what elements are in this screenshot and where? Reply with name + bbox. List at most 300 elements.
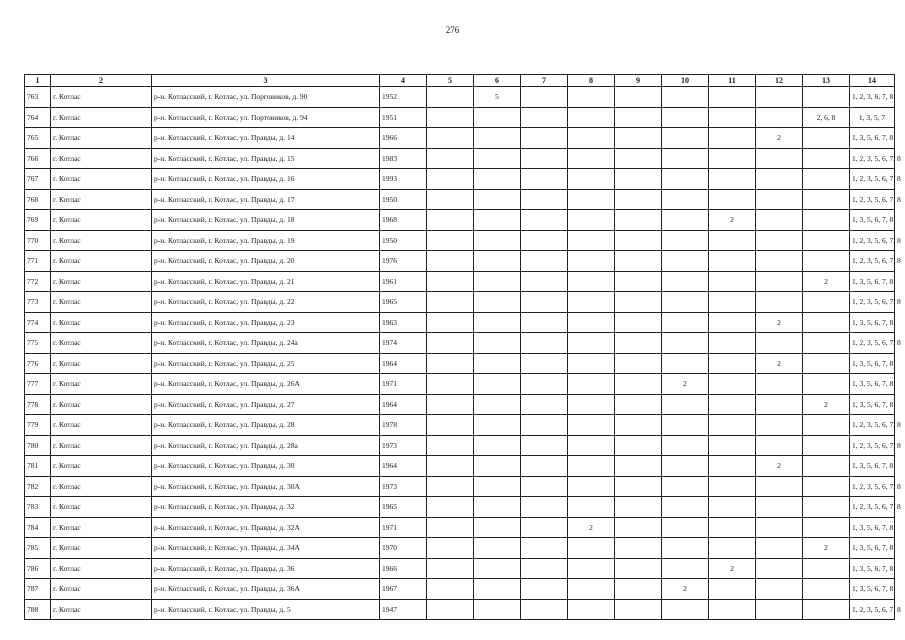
value-cell-col-11 bbox=[709, 374, 756, 395]
housing-registry-table bbox=[24, 74, 901, 620]
codes-cell: 1, 3, 5, 6, 7, 8 bbox=[850, 210, 895, 231]
table-row bbox=[25, 599, 895, 620]
value-cell-col-12 bbox=[756, 148, 803, 169]
settlement-cell: г. Котлас bbox=[51, 435, 152, 456]
value-cell-col-6 bbox=[474, 415, 521, 436]
column-header: 2 bbox=[51, 75, 152, 87]
value-cell-col-5 bbox=[427, 353, 474, 374]
codes-cell: 1, 2, 3, 5, 6, 7, 8 bbox=[850, 230, 895, 251]
value-cell-col-7 bbox=[521, 476, 568, 497]
value-cell-col-6 bbox=[474, 271, 521, 292]
settlement-cell: г. Котлас bbox=[51, 230, 152, 251]
value-cell-col-11: 2 bbox=[709, 558, 756, 579]
value-cell-col-10 bbox=[662, 312, 709, 333]
value-cell-col-13 bbox=[803, 435, 850, 456]
codes-cell: 1, 2, 3, 6, 7, 8 bbox=[850, 87, 895, 108]
table-row bbox=[25, 517, 895, 538]
codes-cell: 1, 2, 3, 5, 6, 7, 8 bbox=[850, 292, 895, 313]
codes-cell: 1, 3, 5, 6, 7, 8 bbox=[850, 271, 895, 292]
value-cell-col-5 bbox=[427, 271, 474, 292]
codes-cell: 1, 3, 5, 6, 7, 8 bbox=[850, 538, 895, 559]
year-cell: 1974 bbox=[380, 333, 427, 354]
value-cell-col-9 bbox=[615, 456, 662, 477]
value-cell-col-5 bbox=[427, 312, 474, 333]
table-row bbox=[25, 312, 895, 333]
address-cell: р-н. Котласский, г. Котлас, ул. Правды, д. 16 bbox=[152, 169, 380, 190]
value-cell-col-12 bbox=[756, 538, 803, 559]
address-cell: р-н. Котласский, г. Котлас, ул. Правды, д. 27 bbox=[152, 394, 380, 415]
value-cell-col-5 bbox=[427, 517, 474, 538]
value-cell-col-6 bbox=[474, 148, 521, 169]
codes-cell: 1, 3, 5, 7 bbox=[850, 107, 895, 128]
row-number-cell: 784 bbox=[25, 517, 51, 538]
value-cell-col-11 bbox=[709, 87, 756, 108]
settlement-cell: г. Котлас bbox=[51, 558, 152, 579]
table-row bbox=[25, 292, 895, 313]
address-cell: р-н. Котласский, г. Котлас, ул. Правды, д. 17 bbox=[152, 189, 380, 210]
codes-cell: 1, 3, 5, 6, 7, 8 bbox=[850, 558, 895, 579]
value-cell-col-6 bbox=[474, 374, 521, 395]
value-cell-col-6 bbox=[474, 107, 521, 128]
address-cell: р-н. Котласский, г. Котлас, ул. Правды, д. 25 bbox=[152, 353, 380, 374]
value-cell-col-7 bbox=[521, 333, 568, 354]
value-cell-col-10 bbox=[662, 148, 709, 169]
table-row bbox=[25, 230, 895, 251]
value-cell-col-13 bbox=[803, 230, 850, 251]
value-cell-col-13: 2 bbox=[803, 538, 850, 559]
address-cell: р-н. Котласский, г. Котлас, ул. Правды, д. 15 bbox=[152, 148, 380, 169]
settlement-cell: г. Котлас bbox=[51, 415, 152, 436]
codes-cell: 1, 2, 3, 5, 6, 7, 8 bbox=[850, 251, 895, 272]
value-cell-col-8 bbox=[568, 394, 615, 415]
value-cell-col-12 bbox=[756, 87, 803, 108]
year-cell: 1967 bbox=[380, 579, 427, 600]
value-cell-col-12 bbox=[756, 517, 803, 538]
value-cell-col-5 bbox=[427, 579, 474, 600]
value-cell-col-10 bbox=[662, 517, 709, 538]
value-cell-col-11 bbox=[709, 251, 756, 272]
year-cell: 1976 bbox=[380, 251, 427, 272]
value-cell-col-12 bbox=[756, 107, 803, 128]
value-cell-col-13 bbox=[803, 148, 850, 169]
value-cell-col-10 bbox=[662, 497, 709, 518]
value-cell-col-6 bbox=[474, 230, 521, 251]
value-cell-col-6 bbox=[474, 394, 521, 415]
table-row bbox=[25, 374, 895, 395]
row-number-cell: 767 bbox=[25, 169, 51, 190]
value-cell-col-7 bbox=[521, 517, 568, 538]
value-cell-col-7 bbox=[521, 558, 568, 579]
settlement-cell: г. Котлас bbox=[51, 497, 152, 518]
year-cell: 1971 bbox=[380, 374, 427, 395]
value-cell-col-12 bbox=[756, 415, 803, 436]
address-cell: р-н. Котласский, г. Котлас, ул. Правды, д. 30 bbox=[152, 456, 380, 477]
value-cell-col-13 bbox=[803, 497, 850, 518]
row-number-cell: 765 bbox=[25, 128, 51, 149]
row-number-cell: 778 bbox=[25, 394, 51, 415]
value-cell-col-5 bbox=[427, 497, 474, 518]
value-cell-col-9 bbox=[615, 128, 662, 149]
value-cell-col-12 bbox=[756, 435, 803, 456]
value-cell-col-7 bbox=[521, 128, 568, 149]
column-header: 8 bbox=[568, 75, 615, 87]
value-cell-col-10 bbox=[662, 476, 709, 497]
value-cell-col-5 bbox=[427, 599, 474, 620]
row-number-cell: 766 bbox=[25, 148, 51, 169]
value-cell-col-11 bbox=[709, 415, 756, 436]
settlement-cell: г. Котлас bbox=[51, 394, 152, 415]
value-cell-col-12 bbox=[756, 333, 803, 354]
row-number-cell: 785 bbox=[25, 538, 51, 559]
year-cell: 1950 bbox=[380, 189, 427, 210]
value-cell-col-13: 2, 6, 8 bbox=[803, 107, 850, 128]
value-cell-col-9 bbox=[615, 271, 662, 292]
value-cell-col-10 bbox=[662, 169, 709, 190]
table-row bbox=[25, 210, 895, 231]
codes-cell: 1, 2, 3, 5, 6, 7, 8 bbox=[850, 599, 895, 620]
value-cell-col-11 bbox=[709, 230, 756, 251]
value-cell-col-6 bbox=[474, 517, 521, 538]
table-row bbox=[25, 148, 895, 169]
row-number-cell: 776 bbox=[25, 353, 51, 374]
codes-cell: 1, 3, 5, 6, 7, 8 bbox=[850, 353, 895, 374]
value-cell-col-9 bbox=[615, 107, 662, 128]
address-cell: р-н. Котласский, г. Котлас, ул. Правды, д. 30А bbox=[152, 476, 380, 497]
value-cell-col-10 bbox=[662, 210, 709, 231]
value-cell-col-11 bbox=[709, 579, 756, 600]
year-cell: 1966 bbox=[380, 128, 427, 149]
year-cell: 1965 bbox=[380, 292, 427, 313]
value-cell-col-5 bbox=[427, 292, 474, 313]
address-cell: р-н. Котласский, г. Котлас, ул. Порговиков, д. 90 bbox=[152, 87, 380, 108]
row-number-cell: 772 bbox=[25, 271, 51, 292]
value-cell-col-10 bbox=[662, 333, 709, 354]
table-row bbox=[25, 558, 895, 579]
year-cell: 1973 bbox=[380, 476, 427, 497]
value-cell-col-8 bbox=[568, 476, 615, 497]
table-row bbox=[25, 87, 895, 108]
settlement-cell: г. Котлас bbox=[51, 251, 152, 272]
value-cell-col-7 bbox=[521, 312, 568, 333]
column-header: 6 bbox=[474, 75, 521, 87]
value-cell-col-8 bbox=[568, 312, 615, 333]
settlement-cell: г. Котлас bbox=[51, 107, 152, 128]
year-cell: 1947 bbox=[380, 599, 427, 620]
settlement-cell: г. Котлас bbox=[51, 271, 152, 292]
table-header bbox=[25, 75, 895, 87]
value-cell-col-7 bbox=[521, 210, 568, 231]
value-cell-col-12: 2 bbox=[756, 128, 803, 149]
value-cell-col-7 bbox=[521, 230, 568, 251]
row-number-cell: 774 bbox=[25, 312, 51, 333]
value-cell-col-13 bbox=[803, 415, 850, 436]
address-cell: р-н. Котласский, г. Котлас, ул. Правды, д. 5 bbox=[152, 599, 380, 620]
address-cell: р-н. Котласский, г. Котлас, ул. Портовиков, д. 94 bbox=[152, 107, 380, 128]
table-row bbox=[25, 128, 895, 149]
settlement-cell: г. Котлас bbox=[51, 292, 152, 313]
header-row bbox=[25, 75, 895, 87]
value-cell-col-12 bbox=[756, 230, 803, 251]
value-cell-col-6 bbox=[474, 353, 521, 374]
column-header: 11 bbox=[709, 75, 756, 87]
row-number-cell: 764 bbox=[25, 107, 51, 128]
value-cell-col-8 bbox=[568, 456, 615, 477]
table-row bbox=[25, 476, 895, 497]
address-cell: р-н. Котласский, г. Котлас, ул. Правды, д. 36 bbox=[152, 558, 380, 579]
value-cell-col-10 bbox=[662, 107, 709, 128]
value-cell-col-12: 2 bbox=[756, 456, 803, 477]
row-number-cell: 777 bbox=[25, 374, 51, 395]
value-cell-col-11 bbox=[709, 476, 756, 497]
settlement-cell: г. Котлас bbox=[51, 210, 152, 231]
value-cell-col-7 bbox=[521, 251, 568, 272]
column-header: 3 bbox=[152, 75, 380, 87]
value-cell-col-5 bbox=[427, 251, 474, 272]
value-cell-col-8: 2 bbox=[568, 517, 615, 538]
table-body bbox=[25, 87, 901, 620]
value-cell-col-10 bbox=[662, 189, 709, 210]
value-cell-col-10 bbox=[662, 353, 709, 374]
table-row bbox=[25, 333, 895, 354]
value-cell-col-6 bbox=[474, 251, 521, 272]
value-cell-col-13 bbox=[803, 374, 850, 395]
table-row bbox=[25, 169, 895, 190]
settlement-cell: г. Котлас bbox=[51, 128, 152, 149]
year-cell: 1973 bbox=[380, 435, 427, 456]
value-cell-col-8 bbox=[568, 128, 615, 149]
value-cell-col-5 bbox=[427, 189, 474, 210]
value-cell-col-13 bbox=[803, 312, 850, 333]
address-cell: р-н. Котласский, г. Котлас, ул. Правды, д. 14 bbox=[152, 128, 380, 149]
value-cell-col-12 bbox=[756, 579, 803, 600]
value-cell-col-12 bbox=[756, 169, 803, 190]
address-cell: р-н. Котласский, г. Котлас, ул. Правды, д. 19 bbox=[152, 230, 380, 251]
value-cell-col-9 bbox=[615, 169, 662, 190]
year-cell: 1983 bbox=[380, 148, 427, 169]
value-cell-col-12 bbox=[756, 558, 803, 579]
value-cell-col-7 bbox=[521, 87, 568, 108]
value-cell-col-7 bbox=[521, 538, 568, 559]
value-cell-col-11 bbox=[709, 456, 756, 477]
value-cell-col-9 bbox=[615, 210, 662, 231]
value-cell-col-12: 2 bbox=[756, 353, 803, 374]
address-cell: р-н. Котласский, г. Котлас, ул. Правды, д. 36А bbox=[152, 579, 380, 600]
value-cell-col-7 bbox=[521, 148, 568, 169]
settlement-cell: г. Котлас bbox=[51, 599, 152, 620]
value-cell-col-11 bbox=[709, 497, 756, 518]
value-cell-col-8 bbox=[568, 230, 615, 251]
value-cell-col-8 bbox=[568, 189, 615, 210]
settlement-cell: г. Котлас bbox=[51, 517, 152, 538]
value-cell-col-9 bbox=[615, 579, 662, 600]
column-header: 1 bbox=[25, 75, 51, 87]
value-cell-col-11 bbox=[709, 189, 756, 210]
value-cell-col-7 bbox=[521, 599, 568, 620]
address-cell: р-н. Котласский, г. Котлас, ул. Правды, д. 26А bbox=[152, 374, 380, 395]
value-cell-col-11 bbox=[709, 599, 756, 620]
settlement-cell: г. Котлас bbox=[51, 579, 152, 600]
value-cell-col-6 bbox=[474, 456, 521, 477]
codes-cell: 1, 2, 3, 5, 6, 7, 8 bbox=[850, 148, 895, 169]
column-header: 14 bbox=[850, 75, 895, 87]
year-cell: 1966 bbox=[380, 558, 427, 579]
year-cell: 1970 bbox=[380, 538, 427, 559]
value-cell-col-12 bbox=[756, 210, 803, 231]
value-cell-col-10 bbox=[662, 435, 709, 456]
value-cell-col-6 bbox=[474, 189, 521, 210]
value-cell-col-10 bbox=[662, 415, 709, 436]
year-cell: 1964 bbox=[380, 456, 427, 477]
value-cell-col-9 bbox=[615, 435, 662, 456]
address-cell: р-н. Котласский, г. Котлас, ул. Правды, д. 34А bbox=[152, 538, 380, 559]
column-header: 7 bbox=[521, 75, 568, 87]
value-cell-col-6 bbox=[474, 579, 521, 600]
row-number-cell: 775 bbox=[25, 333, 51, 354]
value-cell-col-9 bbox=[615, 374, 662, 395]
value-cell-col-13 bbox=[803, 189, 850, 210]
address-cell: р-н. Котласский, г. Котлас, ул. Правды, д. 32 bbox=[152, 497, 380, 518]
value-cell-col-11 bbox=[709, 394, 756, 415]
value-cell-col-11 bbox=[709, 107, 756, 128]
value-cell-col-5 bbox=[427, 394, 474, 415]
address-cell: р-н. Котласский, г. Котлас, ул. Правды, д. 22 bbox=[152, 292, 380, 313]
value-cell-col-8 bbox=[568, 374, 615, 395]
value-cell-col-6: 5 bbox=[474, 87, 521, 108]
value-cell-col-8 bbox=[568, 579, 615, 600]
value-cell-col-6 bbox=[474, 210, 521, 231]
value-cell-col-10 bbox=[662, 456, 709, 477]
year-cell: 1964 bbox=[380, 353, 427, 374]
row-number-cell: 763 bbox=[25, 87, 51, 108]
row-number-cell: 787 bbox=[25, 579, 51, 600]
year-cell: 1950 bbox=[380, 230, 427, 251]
settlement-cell: г. Котлас bbox=[51, 353, 152, 374]
table-row bbox=[25, 579, 895, 600]
codes-cell: 1, 3, 5, 6, 7, 8 bbox=[850, 128, 895, 149]
year-cell: 1993 bbox=[380, 169, 427, 190]
value-cell-col-9 bbox=[615, 292, 662, 313]
value-cell-col-7 bbox=[521, 497, 568, 518]
value-cell-col-6 bbox=[474, 538, 521, 559]
value-cell-col-9 bbox=[615, 251, 662, 272]
value-cell-col-7 bbox=[521, 415, 568, 436]
value-cell-col-8 bbox=[568, 558, 615, 579]
value-cell-col-10 bbox=[662, 558, 709, 579]
value-cell-col-10 bbox=[662, 538, 709, 559]
value-cell-col-6 bbox=[474, 128, 521, 149]
value-cell-col-9 bbox=[615, 312, 662, 333]
value-cell-col-12 bbox=[756, 599, 803, 620]
value-cell-col-13 bbox=[803, 517, 850, 538]
value-cell-col-6 bbox=[474, 599, 521, 620]
value-cell-col-12 bbox=[756, 189, 803, 210]
value-cell-col-11 bbox=[709, 292, 756, 313]
row-number-cell: 780 bbox=[25, 435, 51, 456]
codes-cell: 1, 2, 3, 5, 6, 7, 8 bbox=[850, 169, 895, 190]
value-cell-col-7 bbox=[521, 169, 568, 190]
value-cell-col-11 bbox=[709, 128, 756, 149]
year-cell: 1951 bbox=[380, 107, 427, 128]
value-cell-col-8 bbox=[568, 435, 615, 456]
settlement-cell: г. Котлас bbox=[51, 189, 152, 210]
value-cell-col-5 bbox=[427, 148, 474, 169]
value-cell-col-9 bbox=[615, 517, 662, 538]
value-cell-col-12 bbox=[756, 497, 803, 518]
value-cell-col-6 bbox=[474, 497, 521, 518]
address-cell: р-н. Котласский, г. Котлас, ул. Правды, д. 32А bbox=[152, 517, 380, 538]
value-cell-col-13 bbox=[803, 599, 850, 620]
value-cell-col-7 bbox=[521, 374, 568, 395]
year-cell: 1961 bbox=[380, 271, 427, 292]
table-row bbox=[25, 435, 895, 456]
value-cell-col-10 bbox=[662, 292, 709, 313]
value-cell-col-8 bbox=[568, 271, 615, 292]
value-cell-col-12 bbox=[756, 251, 803, 272]
value-cell-col-11 bbox=[709, 333, 756, 354]
value-cell-col-13 bbox=[803, 476, 850, 497]
value-cell-col-10 bbox=[662, 271, 709, 292]
value-cell-col-5 bbox=[427, 456, 474, 477]
row-number-cell: 770 bbox=[25, 230, 51, 251]
value-cell-col-5 bbox=[427, 435, 474, 456]
value-cell-col-8 bbox=[568, 599, 615, 620]
address-cell: р-н. Котласский, г. Котлас, ул. Правды, д. 21 bbox=[152, 271, 380, 292]
value-cell-col-13 bbox=[803, 579, 850, 600]
value-cell-col-12 bbox=[756, 292, 803, 313]
column-header: 13 bbox=[803, 75, 850, 87]
value-cell-col-6 bbox=[474, 435, 521, 456]
value-cell-col-9 bbox=[615, 189, 662, 210]
codes-cell: 1, 3, 5, 6, 7, 8 bbox=[850, 517, 895, 538]
address-cell: р-н. Котласский, г. Котлас, ул. Правды, д. 28а bbox=[152, 435, 380, 456]
value-cell-col-11 bbox=[709, 312, 756, 333]
row-number-cell: 769 bbox=[25, 210, 51, 231]
codes-cell: 1, 3, 5, 6, 7, 8 bbox=[850, 579, 895, 600]
value-cell-col-8 bbox=[568, 292, 615, 313]
value-cell-col-5 bbox=[427, 374, 474, 395]
settlement-cell: г. Котлас bbox=[51, 456, 152, 477]
value-cell-col-5 bbox=[427, 558, 474, 579]
value-cell-col-6 bbox=[474, 292, 521, 313]
year-cell: 1971 bbox=[380, 517, 427, 538]
value-cell-col-7 bbox=[521, 579, 568, 600]
value-cell-col-12 bbox=[756, 271, 803, 292]
table-row bbox=[25, 415, 895, 436]
value-cell-col-9 bbox=[615, 538, 662, 559]
column-header: 5 bbox=[427, 75, 474, 87]
table-row bbox=[25, 538, 895, 559]
settlement-cell: г. Котлас bbox=[51, 87, 152, 108]
value-cell-col-8 bbox=[568, 497, 615, 518]
value-cell-col-7 bbox=[521, 189, 568, 210]
codes-cell: 1, 2, 3, 5, 6, 7, 8 bbox=[850, 497, 895, 518]
row-number-cell: 782 bbox=[25, 476, 51, 497]
value-cell-col-9 bbox=[615, 394, 662, 415]
settlement-cell: г. Котлас bbox=[51, 312, 152, 333]
table-row bbox=[25, 107, 895, 128]
value-cell-col-13 bbox=[803, 128, 850, 149]
value-cell-col-7 bbox=[521, 394, 568, 415]
value-cell-col-9 bbox=[615, 148, 662, 169]
value-cell-col-13: 2 bbox=[803, 394, 850, 415]
value-cell-col-8 bbox=[568, 333, 615, 354]
value-cell-col-13 bbox=[803, 456, 850, 477]
row-number-cell: 771 bbox=[25, 251, 51, 272]
value-cell-col-13 bbox=[803, 251, 850, 272]
settlement-cell: г. Котлас bbox=[51, 333, 152, 354]
column-header: 4 bbox=[380, 75, 427, 87]
value-cell-col-13 bbox=[803, 169, 850, 190]
